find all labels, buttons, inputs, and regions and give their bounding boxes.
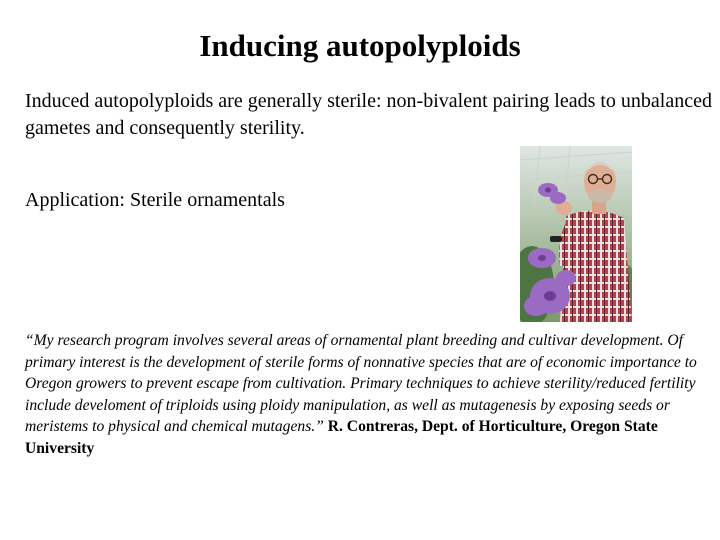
researcher-photo: [520, 146, 632, 322]
intro-paragraph: Induced autopolyploids are generally sterile: non-bivalent pairing leads to unbalanced gametes and consequently sterility.: [25, 90, 712, 139]
application-line: Application: Sterile ornamentals: [25, 189, 285, 211]
quote-text: “My research program involves several areas of ornamental plant breeding and cultivar development. Of primary interest is the development of sterile forms of nonnative species that are of economic importance to Oregon growers to prevent escape from cultivation. Primary techniques to achieve sterility/reduced fertility include develoment of triploids using ploidy manipulation, as well as mutagenesis by exposing seeds or meristems to physical and chemical mutagens.”: [25, 332, 697, 436]
quote-attribution: R. Contreras, Dept. of Horticulture, Oregon State University: [25, 418, 658, 457]
slide-title: Inducing autopolyploids: [199, 28, 521, 63]
researcher-quote: [25, 330, 717, 460]
